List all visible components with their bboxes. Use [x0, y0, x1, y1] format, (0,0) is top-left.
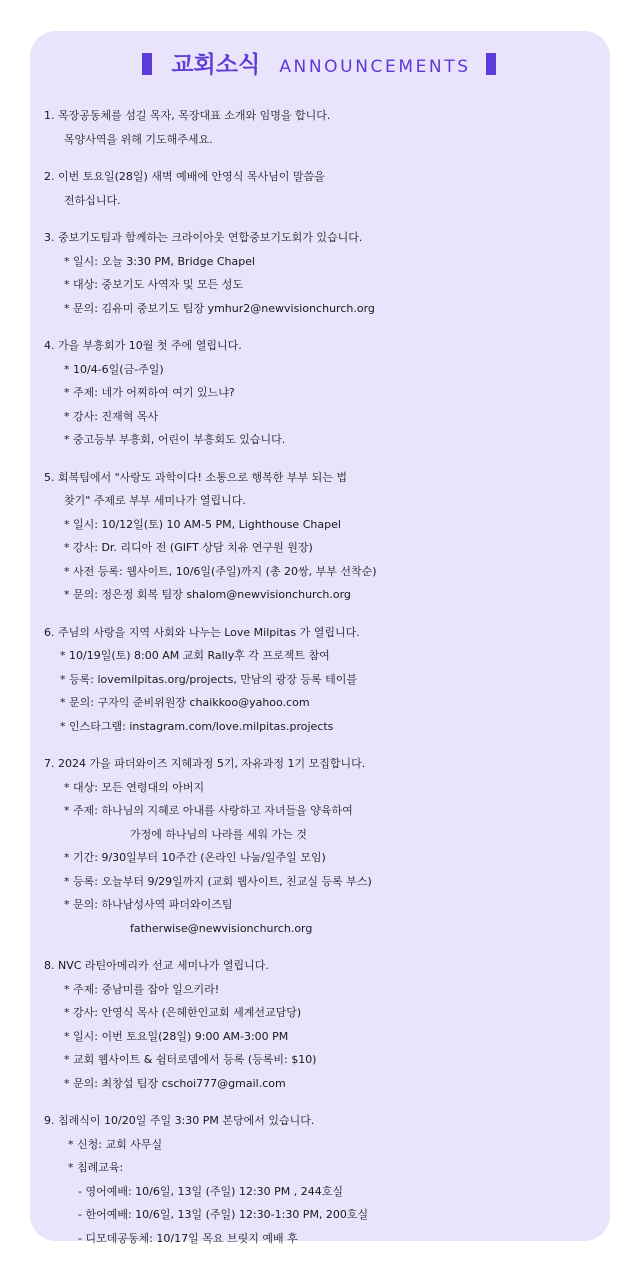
announcement-item: [44, 226, 604, 320]
announcement-detail: - 디모데공동체: 10/17일 목요 브릿지 예배 후: [78, 1231, 298, 1245]
announcement-detail: * 주제: 중남미를 잡아 일으키라!: [64, 982, 220, 996]
header-title-en: ANNOUNCEMENTS: [279, 57, 471, 77]
announcement-detail: * 문의: 정은정 회복 팀장 shalom@newvisionchurch.org: [64, 588, 351, 601]
announcement-detail: * 기간: 9/30일부터 10주간 (온라인 나눔/일주일 모임): [64, 851, 326, 864]
announcement-detail: 찾기" 주제로 부부 세미나가 열립니다.: [64, 494, 246, 507]
announcement-heading: 3. 중보기도팀과 함께하는 크라이아웃 연합중보기도회가 있습니다.: [44, 231, 363, 244]
announcement-detail: * 대상: 모든 연령대의 아버지: [64, 780, 205, 794]
announcement-detail: * 침례교육:: [68, 1161, 124, 1174]
announcement-detail: 목양사역을 위해 기도해주세요.: [64, 132, 213, 146]
announcement-detail: fatherwise@newvisionchurch.org: [130, 921, 313, 935]
announcement-detail: * 문의: 김유미 중보기도 팀장 ymhur2@newvisionchurch.org: [64, 301, 375, 315]
announcement-heading: 7. 2024 가을 파더와이즈 지혜과정 5기, 자유과정 1기 모집합니다.: [44, 757, 366, 770]
announcement-list: [44, 104, 604, 1264]
announcement-detail: * 대상: 중보기도 사역자 및 모든 성도: [64, 278, 243, 291]
announcement-detail: * 10/4-6일(금-주일): [64, 362, 164, 376]
announcement-detail: - 영어예배: 10/6일, 13일 (주일) 12:30 PM , 244호실: [78, 1184, 344, 1198]
announcement-heading: 2. 이번 토요일(28일) 새벽 예배에 안영식 목사님이 말씀을: [44, 170, 325, 183]
announcement-item: [44, 165, 604, 212]
announcement-detail: * 강사: 진재혁 목사: [64, 409, 159, 423]
announcement-heading: 8. NVC 라틴아메리카 선교 세미나가 열립니다.: [44, 959, 269, 972]
announcement-heading: 1. 목장공동체를 섬길 목자, 목장대표 소개와 임명을 합니다.: [44, 109, 331, 122]
announcements-header: [0, 46, 638, 79]
announcement-detail: * 10/19일(토) 8:00 AM 교회 Rally후 각 프로젝트 참여: [60, 649, 330, 662]
announcement-detail: - 한어예배: 10/6일, 13일 (주일) 12:30-1:30 PM, 200호실: [78, 1208, 369, 1221]
header-bar-left: [142, 53, 152, 75]
announcement-detail: 전하십니다.: [64, 193, 121, 207]
announcement-detail: * 일시: 오늘 3:30 PM, Bridge Chapel: [64, 254, 256, 268]
header-title-ko: 교회소식: [171, 52, 261, 78]
announcement-item: [44, 104, 604, 151]
announcement-detail: * 등록: lovemilpitas.org/projects, 만남의 광장 등록 테이블: [60, 672, 358, 686]
announcement-detail: * 중고등부 부흥회, 어린이 부흥회도 있습니다.: [64, 433, 286, 446]
announcement-item: [44, 752, 604, 940]
announcement-item: [44, 954, 604, 1095]
announcement-detail: * 일시: 10/12일(토) 10 AM-5 PM, Lighthouse Chapel: [64, 517, 341, 531]
announcement-heading: 4. 가을 부흥회가 10월 첫 주에 열립니다.: [44, 339, 242, 352]
announcement-detail: * 사전 등록: 웹사이트, 10/6일(주일)까지 (총 20쌍, 부부 선착순): [64, 564, 377, 578]
announcement-detail: * 주제: 하나님의 지혜로 아내를 사랑하고 자녀들을 양육하여: [64, 804, 353, 817]
announcement-detail: * 문의: 구자익 준비위원장 chaikkoo@yahoo.com: [60, 696, 310, 709]
announcement-detail: * 교회 웹사이트 & 쉼터로뎀에서 등록 (등록비: $10): [64, 1053, 317, 1066]
announcement-heading: 5. 회복팀에서 "사랑도 과학이다! 소통으로 행복한 부부 되는 법: [44, 470, 347, 484]
announcement-detail: * 주제: 네가 어찌하여 여기 있느냐?: [64, 386, 235, 399]
announcement-detail: * 일시: 이번 토요일(28일) 9:00 AM-3:00 PM: [64, 1029, 289, 1043]
announcement-detail: * 등록: 오늘부터 9/29일까지 (교회 웹사이트, 친교실 등록 부스): [64, 874, 372, 888]
announcement-detail: * 문의: 최창섭 팀장 cschoi777@gmail.com: [64, 1076, 286, 1090]
header-bar-right: [486, 53, 496, 75]
announcement-detail: * 신청: 교회 사무실: [68, 1137, 163, 1151]
announcement-heading: 6. 주님의 사랑을 지역 사회와 나누는 Love Milpitas 가 열립니다.: [44, 625, 360, 639]
announcement-item: [44, 466, 604, 607]
announcement-detail: 가정에 하나님의 나라를 세워 가는 것: [130, 827, 307, 841]
announcement-detail: * 문의: 하나남성사역 파더와이즈팀: [64, 898, 233, 911]
announcement-detail: * 인스타그램: instagram.com/love.milpitas.projects: [60, 719, 334, 733]
announcement-heading: 9. 침례식이 10/20일 주일 3:30 PM 본당에서 있습니다.: [44, 1114, 315, 1127]
announcement-item: [44, 334, 604, 452]
announcement-detail: * 강사: Dr. 리디아 전 (GIFT 상담 치유 연구원 원장): [64, 541, 313, 554]
announcement-detail: * 강사: 안영식 목사 (은혜한인교회 세계선교담당): [64, 1006, 302, 1019]
announcement-item: [44, 1109, 604, 1250]
announcement-item: [44, 621, 604, 739]
